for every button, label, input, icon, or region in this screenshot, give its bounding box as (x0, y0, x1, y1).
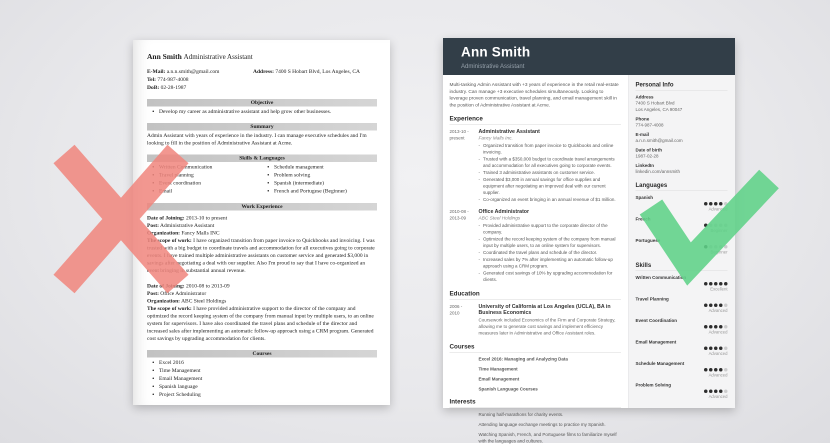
education-dates: 2006 - 2010 (449, 304, 463, 316)
phone-field: Phone 774-987-4008 (635, 116, 664, 128)
dob-field: Date of birth 1987-02-28 (635, 147, 662, 159)
candidate-title: Administrative Assistant (183, 53, 253, 61)
language-rating: French Beginner (635, 216, 728, 233)
skills-section-heading: Skills & Languages (147, 155, 377, 163)
school-name: University of California at Los Angeles (UCLA), BA in Business Economics (478, 303, 611, 316)
work-scope-text: The scope of work: I have provided administrative support to the director of the company and optimized the record keeping system of the company from manual input by multiple users, to an online system for supervisors. I have also coordinated the travel plans and schedule of the director and increased sales after implementing an automatic follow-up approach using a CRM program. Generated cost savings by upgrading accommodation for clients. (147, 305, 374, 342)
experience-entry (450, 129, 622, 204)
work-org-line: Organization: ABC Steel Holdings (147, 298, 227, 304)
bad-resume-name-line (147, 53, 377, 62)
course-item: Excel 2016: Managing and Analyzing Data (478, 356, 568, 362)
rating-dots (636, 325, 728, 329)
good-resume-page (443, 38, 735, 444)
skills-left-list (147, 164, 262, 196)
experience-bullet: - Trained 3 administrative assistants on customer service. (479, 170, 622, 177)
skill-item: • Email (159, 188, 262, 196)
experience-bullet: - Generated $3,000 in annual savings for office supplies and equipment after negotiating an improved deal with our current supplier. (479, 177, 622, 197)
objective-item: • Develop my career as administrative assistant and help grow other businesses. (159, 108, 377, 116)
experience-bullets (479, 143, 622, 204)
summary-text: Admin Assistant with years of experience in the industry. I can manage executive schedules and I'm looking to fill in the position of Administrative Assistant at Acme. (147, 132, 367, 146)
rating-dots (636, 303, 728, 307)
experience-bullet: - Trusted with a $350,000 budget to coordinate travel arrangements and accommodation for all executives going to corporate events. (479, 156, 622, 169)
rating-dots (636, 368, 728, 372)
bad-contact-block (147, 68, 377, 92)
experience-bullet: - Optimized the record keeping system of the company from manual input by multiple users, to an online system for supervisors. (479, 236, 622, 249)
rating-dots (636, 202, 728, 206)
course-item: • Excel 2016 (159, 359, 377, 367)
course-item: • Email Management (159, 375, 377, 383)
course-item: Email Management (478, 376, 520, 382)
work-entry (147, 215, 377, 275)
rating-dots (636, 389, 728, 393)
courses-list (147, 359, 377, 399)
job-title: Administrative Assistant (478, 128, 540, 135)
language-rating: Spanish Advanced (635, 195, 728, 212)
course-item: Spanish Language Courses (478, 386, 538, 392)
education-section-heading: Education (450, 290, 622, 300)
skill-item: • Schedule management (274, 164, 377, 172)
experience-bullet: - Coordinated the travel plans and schedule of the director. (479, 250, 622, 257)
job-title: Office Administrator (478, 208, 530, 215)
experience-dates: 2013-10 - present (449, 129, 469, 141)
course-item: • Project Scheduling (159, 391, 377, 399)
work-org-line: Organization: Fancy Malls INC (147, 230, 220, 236)
work-section-heading: Work Experience (147, 203, 377, 211)
rating-dots (636, 346, 728, 350)
interest-item: Watching Spanish, French, and Portuguese films to familiarize myself with the languages and cultures. (478, 432, 617, 444)
linkedin-field: LinkedIn linkedin.com/annsmith (635, 163, 681, 174)
summary-section-heading: Summary (147, 123, 377, 131)
company-name: ABC Steel Holdings (478, 215, 521, 221)
candidate-name: Ann Smith (461, 44, 531, 60)
work-date-line: Date of Joining: 2013-10 to present (147, 215, 228, 221)
summary-text: Multi-tasking Admin Assistant with +3 years of experience in the retail real-estate industry. Can manage +3 executive schedules simultaneously. Looking to leverage proven communication, travel planning, and email management skill in the position of Administrative Assistant at Acme. (449, 82, 619, 108)
address-line: Address: 7400 S Hobart Blvd, Los Angeles, CA (253, 68, 361, 75)
course-item: • Spanish language (159, 383, 377, 391)
language-rating: Portuguese Beginner (635, 238, 728, 255)
skill-item: • Event coordination (159, 180, 262, 188)
course-item: Time Management (478, 366, 518, 372)
skill-rating: Travel Planning Advanced (635, 296, 728, 313)
skill-rating: Problem Solving Advanced (635, 382, 728, 399)
work-entry (147, 283, 377, 343)
courses-section-heading: Courses (147, 350, 377, 358)
objective-list (147, 108, 377, 116)
objective-section-heading: Objective (147, 99, 377, 107)
skills-right-list (262, 164, 377, 196)
experience-bullet: - Organized transition from paper invoice to Quickbooks and online invoicing. (479, 143, 622, 156)
skill-item: • Travel planning (159, 172, 262, 180)
interest-item: Attending language exchange meetings to practice my Spanish. (478, 422, 606, 427)
skill-rating: Schedule Management Advanced (635, 361, 728, 378)
work-scope-text: The scope of work: I have organized transition from paper invoice to Quickbooks and invoicing. I was trusted with a big budget to coordinate travels and accommodation for all executives going to corporate events. I have trained multiple administrative assistants on customer service and generated $3,000 in savings after negotiating a deal with our supplier. Also I'm proud to say that I have co-organized an event bringing in substantial annual revenue. (147, 237, 375, 274)
candidate-title: Administrative Assistant (461, 62, 525, 70)
experience-dates: 2010-08 - 2013-09 (449, 209, 469, 221)
personal-info-heading: Personal Info (636, 81, 728, 91)
skill-item: • Spanish (intermediate) (274, 180, 377, 188)
bad-resume-page (133, 40, 390, 405)
experience-bullet: - Increased sales by 7% after implementing an automatic follow-up approach using a CRM program. (479, 257, 622, 270)
experience-section-heading: Experience (450, 115, 622, 125)
work-post-line: Post: Administrative Assistant (147, 222, 215, 229)
experience-bullet: - Co-organized an event bringing in an annual revenue of $1 million. (479, 197, 622, 204)
company-name: Fancy Malls Inc. (478, 135, 513, 141)
dob-line: DoB: 02-28-1987 (147, 84, 187, 91)
rating-dots (636, 282, 728, 286)
experience-entry (450, 209, 622, 284)
skill-rating: Email Management Advanced (635, 339, 728, 356)
experience-bullet: - Provided administrative support to the corporate director of the company. (479, 223, 622, 236)
good-resume-header (443, 38, 735, 75)
interest-item: Running half-marathons for charity events. (478, 412, 564, 417)
work-post-line: Post: Office Administrator (147, 290, 207, 297)
skills-columns (147, 162, 377, 196)
tel-line: Tel: 774-987-4008 (147, 76, 189, 83)
candidate-name: Ann Smith (147, 53, 182, 61)
courses-section-heading: Courses (450, 343, 622, 353)
bad-contact-left (147, 68, 253, 92)
rating-dots (636, 245, 728, 249)
skill-rating: Written Communication Excellent (635, 275, 728, 292)
education-description: Coursework included Economics of the Firm and Corporate Strategy, allowing me to generate cost savings and implement efficiency measures later in Administrative and Office Assistant roles. (478, 317, 616, 336)
work-date-line: Date of Joining: 2010-08 to 2013-09 (147, 283, 230, 289)
skill-item: • Written Communication (159, 164, 262, 172)
skill-rating: Event Coordination Advanced (635, 318, 728, 335)
email-field: E-mail a.n.n.smith@gmail.com (635, 132, 683, 143)
email-line: E-Mail: a.n.n.smith@gmail.com (147, 68, 220, 75)
experience-bullets (479, 223, 622, 284)
education-entry (450, 304, 622, 337)
address-field: Address 7400 S Hobart Blvd Los Angeles, CA 90047 (635, 94, 683, 112)
good-resume-main-column (443, 75, 628, 444)
good-resume-sidebar (628, 75, 735, 408)
rating-dots (636, 223, 728, 227)
course-item: • Time Management (159, 367, 377, 375)
languages-section-heading: Languages (636, 182, 728, 192)
interests-section-heading: Interests (450, 398, 622, 408)
experience-bullet: - Generated cost savings of 10% by upgrading accommodation for clients. (479, 270, 622, 283)
skill-item: • Problem solving (274, 172, 377, 180)
skills-section-heading: Skills (636, 262, 728, 272)
skill-item: • French and Portugese (Beginner) (274, 188, 377, 196)
